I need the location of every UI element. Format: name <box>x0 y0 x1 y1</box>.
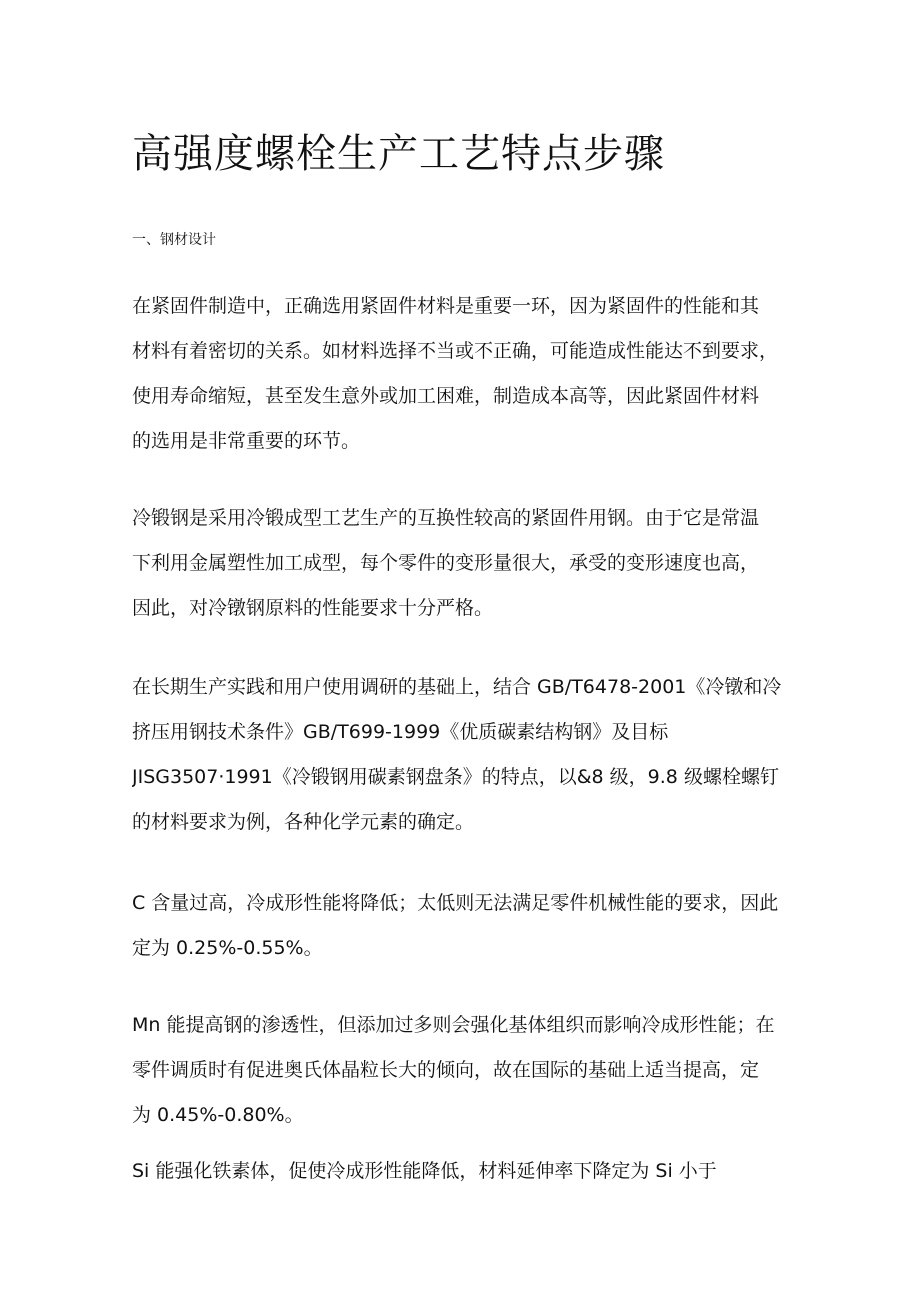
paragraph-manganese-content <box>132 1003 792 1138</box>
paragraph-standards <box>132 665 792 845</box>
paragraph-line: 冷锻钢是采用冷锻成型工艺生产的互换性较高的紧固件用钢。由于它是常温 <box>132 507 760 529</box>
paragraph-line: 为 0.45%-0.80%。 <box>132 1104 304 1126</box>
paragraph-line: 的材料要求为例，各种化学元素的确定。 <box>132 811 475 833</box>
paragraph-silicon-content <box>132 1149 792 1194</box>
paragraph-carbon-content <box>132 881 792 971</box>
paragraph-line: 使用寿命缩短，甚至发生意外或加工困难，制造成本高等，因此紧固件材料 <box>132 385 760 407</box>
paragraph-cold-forging-steel <box>132 496 792 631</box>
paragraph-line: JISG3507·1991《冷锻钢用碳素钢盘条》的特点，以&8 级，9.8 级螺栓螺钉 <box>132 766 779 788</box>
paragraph-material-selection <box>132 284 792 464</box>
paragraph-line: 在长期生产实践和用户使用调研的基础上，结合 GB/T6478-2001《冷镦和冷 <box>132 676 782 698</box>
paragraph-line: 的选用是非常重要的环节。 <box>132 430 361 452</box>
paragraph-line: 因此，对冷镦钢原料的性能要求十分严格。 <box>132 597 494 619</box>
paragraph-line: 材料有着密切的关系。如材料选择不当或不正确，可能造成性能达不到要求， <box>132 340 779 362</box>
paragraph-line: 定为 0.25%-0.55%。 <box>132 937 323 959</box>
paragraph-line: C 含量过高，冷成形性能将降低；太低则无法满足零件机械性能的要求，因此 <box>132 892 779 914</box>
paragraph-line: 下利用金属塑性加工成型，每个零件的变形量很大，承受的变形速度也高， <box>132 552 760 574</box>
paragraph-line: Mn 能提高钢的渗透性，但添加过多则会强化基体组织而影响冷成形性能；在 <box>132 1014 775 1036</box>
section-heading: 一、钢材设计 <box>132 232 216 248</box>
paragraph-line: Si 能强化铁素体，促使冷成形性能降低，材料延伸率下降定为 Si 小于 <box>132 1160 717 1182</box>
paragraph-line: 零件调质时有促进奥氏体晶粒长大的倾向，故在国际的基础上适当提高，定 <box>132 1059 760 1081</box>
paragraph-line: 在紧固件制造中，正确选用紧固件材料是重要一环，因为紧固件的性能和其 <box>132 295 760 317</box>
paragraph-line: 挤压用钢技术条件》GB/T699-1999《优质碳素结构钢》及目标 <box>132 721 669 743</box>
page-title: 高强度螺栓生产工艺特点步骤 <box>132 131 665 177</box>
